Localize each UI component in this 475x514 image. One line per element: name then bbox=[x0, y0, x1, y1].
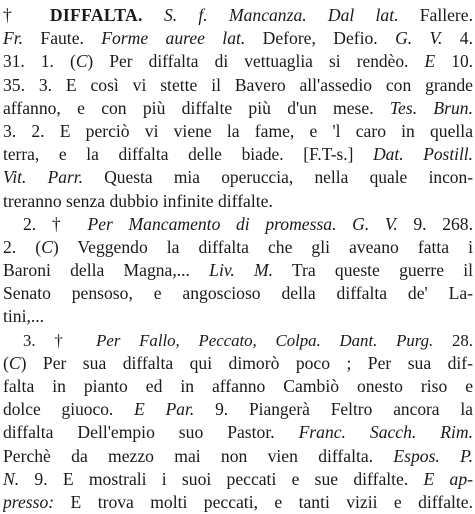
entry-line: 3. 2. E perciò vi viene la fame, e 'l caro in quella bbox=[3, 120, 473, 141]
entry-line: 31. 1. (C) Per diffalta di vettuaglia si rendèo. E 10. bbox=[3, 51, 473, 72]
entry-line: 2. (C) Veggendo la diffalta che gli aveano fatta i bbox=[3, 236, 473, 257]
entry-line: Vit. Parr. Questa mia operuccia, nella quale incon- bbox=[3, 167, 473, 188]
entry-line: diffalta Dell'empio suo Pastor. Franc. Sacch. Rim. bbox=[3, 422, 473, 443]
entry-line: treranno senza dubbio infinite diffalte. bbox=[3, 190, 273, 211]
entry-line: Fr. Faute. Forme auree lat. Defore, Defio. G. V. 4. bbox=[3, 28, 473, 49]
sense-2-heading: 2. † Per Mancamento di promessa. G. V. 9. 268. bbox=[23, 213, 473, 234]
dictionary-entry bbox=[3, 4, 473, 514]
entry-line: Perchè da mezzo mai non vien diffalta. Espos. P. bbox=[3, 445, 473, 466]
entry-line: falta in pianto ed in affanno Cambiò onesto riso e bbox=[3, 376, 473, 396]
entry-line: affanno, e con più diffalte più d'un mese. Tes. Brun. bbox=[3, 97, 473, 118]
entry-line: Baroni della Magna,... Liv. M. Tra queste guerre il bbox=[3, 260, 473, 281]
entry-line: dolce giuoco. E Par. 9. Piangerà Feltro ancora la bbox=[3, 399, 473, 420]
entry-line: tini,... bbox=[3, 306, 45, 327]
entry-line: (C) Per sua diffalta qui dimorò poco ; Per sua dif- bbox=[3, 352, 473, 373]
entry-line: N. 9. E mostrali i suoi peccati e sue diffalte. E ap- bbox=[3, 468, 473, 489]
entry-line: terra, e la diffalta delle biade. [F.T-s.] Dat. Postill. bbox=[3, 144, 473, 165]
headword: DIFFALTA. bbox=[49, 5, 143, 25]
sense-3-heading: 3. † Per Fallo, Peccato, Colpa. Dant. Purg. 28. bbox=[23, 330, 473, 350]
entry-line: presso: E trova molti peccati, e tanti vizii e diffalte. bbox=[3, 491, 473, 512]
entry-line: † DIFFALTA. S. f. Mancanza. Dal lat. Fallere. bbox=[3, 5, 473, 25]
entry-line: 35. 3. E così vi stette il Bavero all'assedio con grande bbox=[3, 74, 473, 95]
entry-line: Senato pensoso, e angoscioso della diffalta de' La- bbox=[3, 283, 473, 304]
